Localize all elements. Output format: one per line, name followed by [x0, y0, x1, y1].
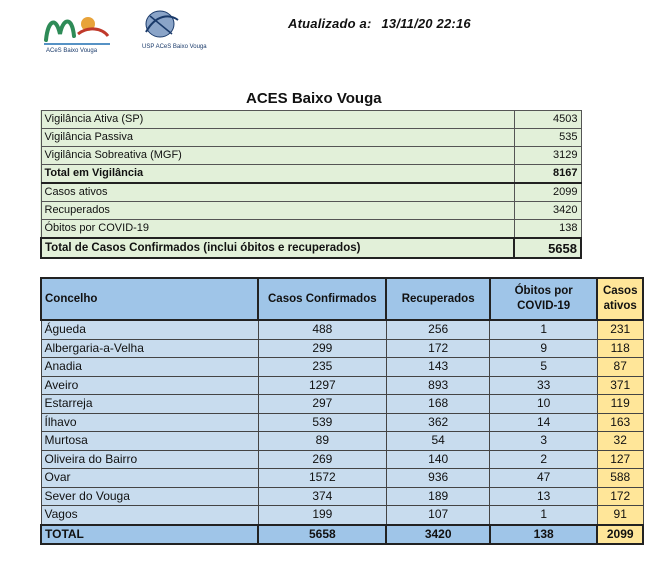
- summary-value: 3129: [514, 147, 581, 165]
- cell-concelho: Águeda: [41, 320, 258, 339]
- header-concelho: Concelho: [41, 278, 258, 320]
- updated-label: Atualizado a:: [288, 16, 372, 31]
- summary-row: [41, 183, 581, 202]
- summary-label: Vigilância Ativa (SP): [41, 111, 514, 129]
- cell-concelho: Sever do Vouga: [41, 487, 258, 506]
- cell-ativos: 172: [597, 487, 643, 506]
- table-total-row: [41, 525, 643, 544]
- cell-obitos: 1: [490, 320, 598, 339]
- cell-recuperados: 256: [386, 320, 489, 339]
- table-row: [41, 395, 643, 414]
- table-row: [41, 339, 643, 358]
- cell-obitos: 3: [490, 432, 598, 451]
- cell-obitos: 9: [490, 339, 598, 358]
- cell-concelho: Oliveira do Bairro: [41, 450, 258, 469]
- cell-recuperados: 362: [386, 413, 489, 432]
- table-row: [41, 413, 643, 432]
- cell-ativos: 118: [597, 339, 643, 358]
- summary-row: [41, 129, 581, 147]
- cell-confirmados: 374: [258, 487, 386, 506]
- summary-value: 535: [514, 129, 581, 147]
- aces-logo-icon: [44, 17, 110, 54]
- summary-label: Casos ativos: [41, 183, 514, 202]
- cell-ativos: 32: [597, 432, 643, 451]
- summary-label: Recuperados: [41, 202, 514, 220]
- cell-recuperados: 172: [386, 339, 489, 358]
- cell-concelho: Albergaria-a-Velha: [41, 339, 258, 358]
- summary-label: Óbitos por COVID-19: [41, 220, 514, 239]
- summary-value: 2099: [514, 183, 581, 202]
- cell-concelho: Estarreja: [41, 395, 258, 414]
- cell-recuperados: 107: [386, 506, 489, 525]
- cell-concelho: Murtosa: [41, 432, 258, 451]
- usp-logo-icon: [142, 11, 207, 50]
- cell-confirmados: 1297: [258, 376, 386, 395]
- cell-concelho: Aveiro: [41, 376, 258, 395]
- cell-confirmados: 1572: [258, 469, 386, 488]
- cell-concelho: TOTAL: [41, 525, 258, 544]
- cell-concelho: Ovar: [41, 469, 258, 488]
- table-row: [41, 487, 643, 506]
- cell-ativos: 231: [597, 320, 643, 339]
- cell-obitos: 33: [490, 376, 598, 395]
- header-confirmados: Casos Confirmados: [258, 278, 386, 320]
- cell-recuperados: 168: [386, 395, 489, 414]
- table-row: [41, 450, 643, 469]
- header-ativos: Casos ativos: [597, 278, 643, 320]
- cell-recuperados: 189: [386, 487, 489, 506]
- header-obitos: Óbitos por COVID-19: [490, 278, 598, 320]
- cell-confirmados: 5658: [258, 525, 386, 544]
- summary-row: [41, 202, 581, 220]
- cell-confirmados: 539: [258, 413, 386, 432]
- cell-concelho: Anadia: [41, 358, 258, 377]
- cell-ativos: 87: [597, 358, 643, 377]
- cell-ativos: 371: [597, 376, 643, 395]
- cell-obitos: 1: [490, 506, 598, 525]
- summary-value: 5658: [514, 238, 581, 258]
- cell-ativos: 163: [597, 413, 643, 432]
- summary-row: [41, 238, 581, 258]
- cell-ativos: 127: [597, 450, 643, 469]
- cell-ativos: 588: [597, 469, 643, 488]
- cell-recuperados: 936: [386, 469, 489, 488]
- summary-value: 138: [514, 220, 581, 239]
- cell-obitos: 47: [490, 469, 598, 488]
- cell-confirmados: 89: [258, 432, 386, 451]
- table-row: [41, 506, 643, 525]
- cell-concelho: Ílhavo: [41, 413, 258, 432]
- header-logos: [38, 6, 207, 56]
- cell-obitos: 14: [490, 413, 598, 432]
- cell-recuperados: 140: [386, 450, 489, 469]
- summary-table: [40, 110, 582, 259]
- logo-right-text: USP ACeS Baixo Vouga: [142, 44, 207, 50]
- summary-value: 4503: [514, 111, 581, 129]
- cell-confirmados: 488: [258, 320, 386, 339]
- table-row: [41, 376, 643, 395]
- header-recuperados: Recuperados: [386, 278, 489, 320]
- summary-label: Total de Casos Confirmados (inclui óbitos e recuperados): [41, 238, 514, 258]
- cell-ativos: 119: [597, 395, 643, 414]
- table-header-row: [41, 278, 643, 320]
- cell-ativos: 91: [597, 506, 643, 525]
- updated-timestamp: [288, 16, 471, 31]
- cell-recuperados: 3420: [386, 525, 489, 544]
- table-row: [41, 432, 643, 451]
- cell-confirmados: 297: [258, 395, 386, 414]
- cell-recuperados: 54: [386, 432, 489, 451]
- cell-confirmados: 299: [258, 339, 386, 358]
- cell-recuperados: 143: [386, 358, 489, 377]
- concelho-table: [40, 277, 644, 545]
- cell-obitos: 138: [490, 525, 598, 544]
- cell-ativos: 2099: [597, 525, 643, 544]
- summary-row: [41, 220, 581, 239]
- cell-obitos: 10: [490, 395, 598, 414]
- summary-value: 3420: [514, 202, 581, 220]
- page-title: ACES Baixo Vouga: [246, 90, 382, 107]
- summary-value: 8167: [514, 165, 581, 184]
- cell-obitos: 5: [490, 358, 598, 377]
- cell-confirmados: 269: [258, 450, 386, 469]
- cell-obitos: 2: [490, 450, 598, 469]
- table-row: [41, 358, 643, 377]
- cell-recuperados: 893: [386, 376, 489, 395]
- summary-label: Vigilância Sobreativa (MGF): [41, 147, 514, 165]
- cell-concelho: Vagos: [41, 506, 258, 525]
- table-row: [41, 320, 643, 339]
- cell-confirmados: 199: [258, 506, 386, 525]
- updated-value: 13/11/20 22:16: [381, 16, 471, 31]
- summary-label: Vigilância Passiva: [41, 129, 514, 147]
- cell-confirmados: 235: [258, 358, 386, 377]
- summary-row: [41, 147, 581, 165]
- summary-label: Total em Vigilância: [41, 165, 514, 184]
- summary-row: [41, 165, 581, 184]
- logo-left-text: ACeS Baixo Vouga: [46, 48, 98, 54]
- summary-row: [41, 111, 581, 129]
- table-row: [41, 469, 643, 488]
- cell-obitos: 13: [490, 487, 598, 506]
